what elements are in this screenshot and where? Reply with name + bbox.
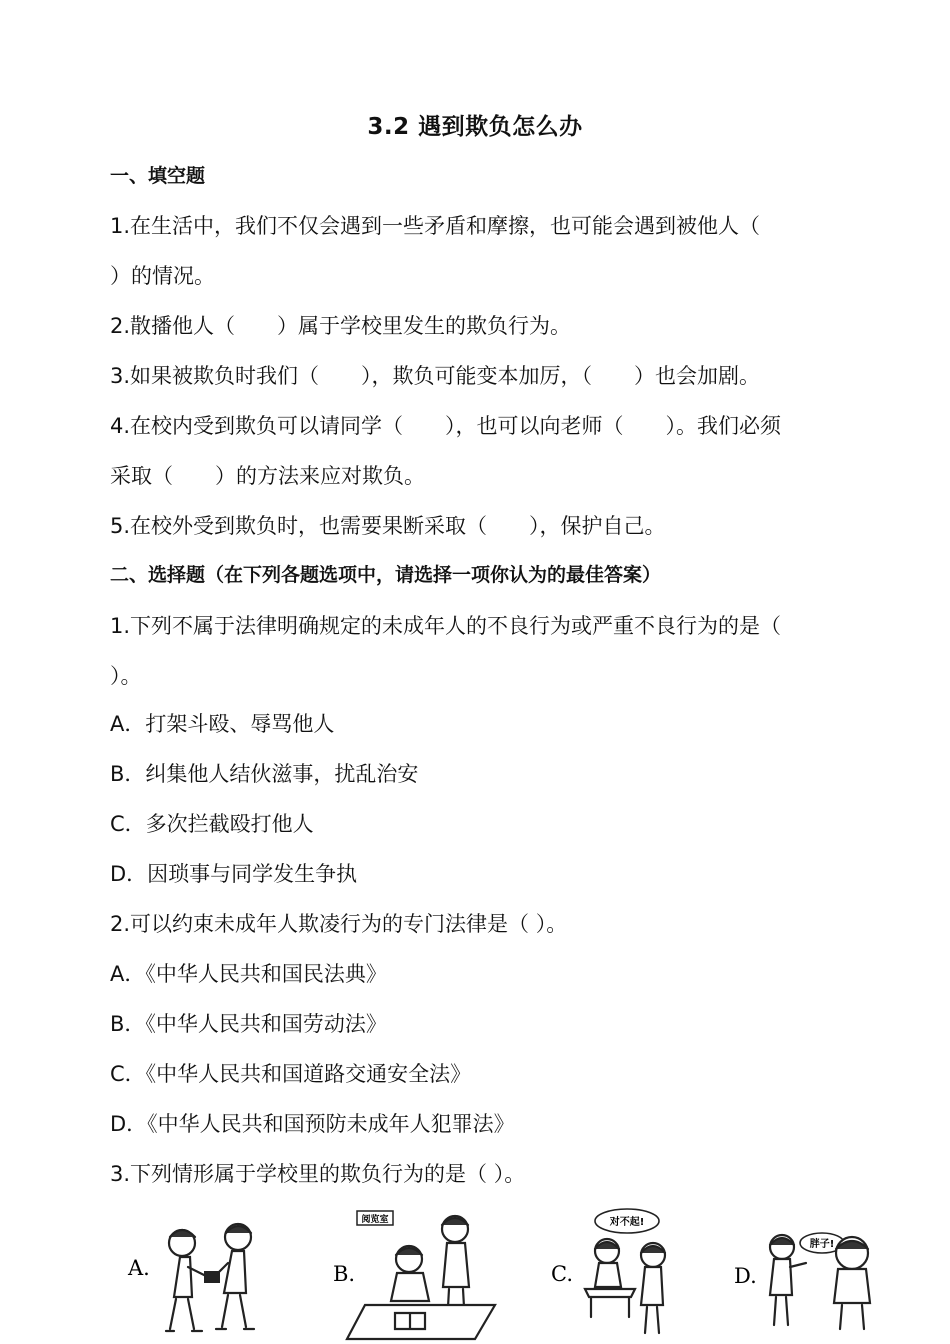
choice-question-3: 3.下列情形属于学校里的欺负行为的是（ ）。 bbox=[110, 1162, 526, 1186]
illustration-d-label: D. bbox=[734, 1264, 757, 1288]
choice-question-1-option-a: A．打架斗殴、辱骂他人 bbox=[110, 712, 335, 736]
choice-question-1-option-b: B．纠集他人结伙滋事，扰乱治安 bbox=[110, 762, 419, 786]
illustration-b bbox=[325, 1205, 525, 1344]
fill-question-4-line-2: 采取（ ）的方法来应对欺负。 bbox=[110, 464, 425, 488]
apology-speech-bubble: 对不起! bbox=[609, 1217, 645, 1228]
fill-question-1-line-1: 1.在生活中，我们不仅会遇到一些矛盾和摩擦，也可能会遇到被他人（ bbox=[110, 214, 761, 238]
illustration-c bbox=[545, 1205, 715, 1344]
choice-question-1-line-2: ）。 bbox=[110, 664, 142, 688]
illustration-a bbox=[110, 1205, 280, 1344]
choice-question-2-option-a: A．《中华人民共和国民法典》 bbox=[110, 962, 387, 986]
section-heading-multiple-choice: 二、选择题（在下列各题选项中，请选择一项你认为的最佳答案） bbox=[110, 564, 662, 586]
illustration-c-label: C. bbox=[551, 1262, 573, 1286]
choice-question-1-line-1: 1.下列不属于法律明确规定的未成年人的不良行为或严重不良行为的是（ bbox=[110, 614, 782, 638]
choice-question-2-option-b: B．《中华人民共和国劳动法》 bbox=[110, 1012, 387, 1036]
choice-question-2-option-d: D．《中华人民共和国预防未成年人犯罪法》 bbox=[110, 1112, 515, 1136]
illustration-d bbox=[730, 1205, 900, 1344]
page-title: 3.2 遇到欺负怎么办 bbox=[367, 114, 583, 140]
illustration-b-label: B. bbox=[333, 1262, 356, 1286]
section-heading-fill-blank: 一、填空题 bbox=[110, 165, 206, 187]
choice-question-2-option-c: C．《中华人民共和国道路交通安全法》 bbox=[110, 1062, 472, 1086]
fill-question-4-line-1: 4.在校内受到欺负可以请同学（ ），也可以向老师（ ）。我们必须 bbox=[110, 414, 782, 438]
insult-speech-bubble: 胖子! bbox=[809, 1239, 835, 1250]
fill-question-2: 2.散播他人（ ）属于学校里发生的欺负行为。 bbox=[110, 314, 572, 338]
fill-question-5: 5.在校外受到欺负时，也需要果断采取（ ），保护自己。 bbox=[110, 514, 666, 538]
choice-question-1-option-d: D．因琐事与同学发生争执 bbox=[110, 862, 358, 886]
reading-room-sign: 阅览室 bbox=[361, 1215, 389, 1225]
fill-question-1-line-2: ）的情况。 bbox=[110, 264, 215, 288]
book-icon bbox=[204, 1271, 220, 1283]
fill-question-3: 3.如果被欺负时我们（ ），欺负可能变本加厉，（ ）也会加剧。 bbox=[110, 364, 761, 388]
illustration-a-label: A. bbox=[128, 1256, 150, 1280]
question-3-illustrations bbox=[110, 1205, 900, 1344]
choice-question-2: 2.可以约束未成年人欺凌行为的专门法律是（ ）。 bbox=[110, 912, 568, 936]
choice-question-1-option-c: C．多次拦截殴打他人 bbox=[110, 812, 314, 836]
